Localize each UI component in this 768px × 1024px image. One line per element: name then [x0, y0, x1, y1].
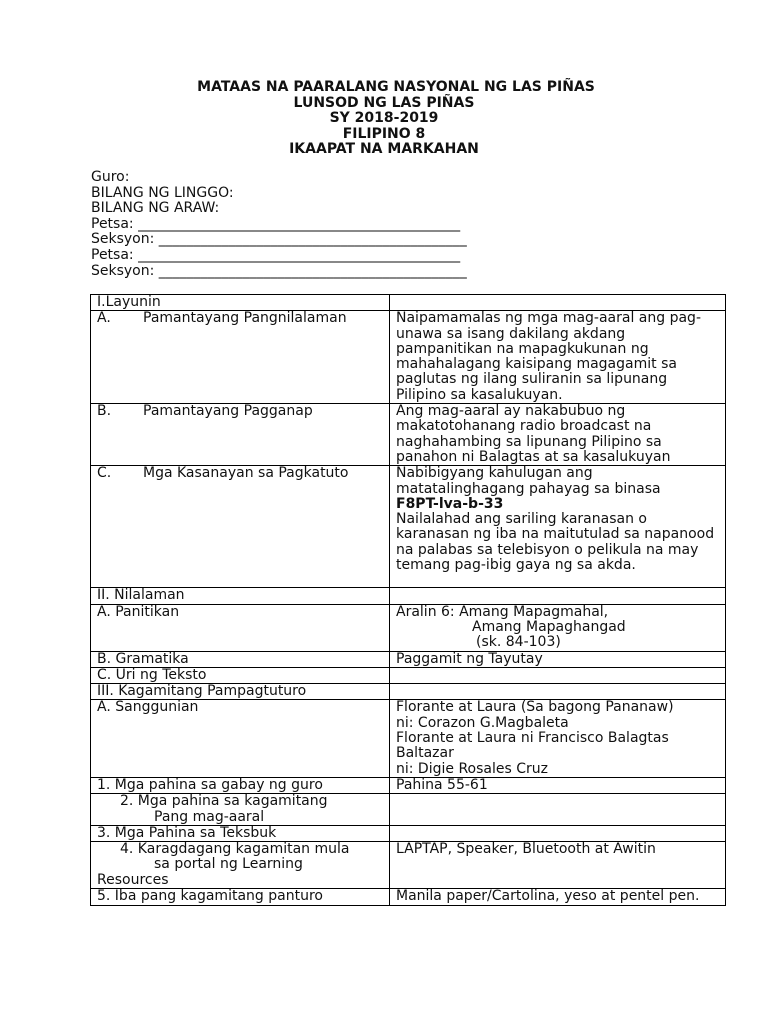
table-row	[91, 667, 726, 683]
competency-code: F8PT-lva-b-33	[396, 495, 504, 512]
table-row	[91, 588, 726, 604]
araw-label: BILANG NG ARAW:	[91, 200, 220, 217]
row-value: Pahina 55-61	[390, 777, 726, 793]
row-label: B. Gramatika	[91, 651, 390, 667]
row-value: LAPTAP, Speaker, Bluetooth at Awitin	[390, 842, 726, 889]
guro-label: Guro:	[91, 169, 130, 185]
row-label: C. Mga Kasanayan sa Pagkatuto	[91, 466, 390, 588]
row-label: A. Pamantayang Pangnilalaman	[91, 311, 390, 404]
section-heading: I.Layunin	[91, 295, 390, 311]
petsa-field: Petsa: ______________________________________________	[91, 215, 461, 232]
row-label: B. Pamantayang Pagganap	[91, 404, 390, 466]
row-value: Nabibigyang kahulugan ang matatalinghagang pahayag sa binasa F8PT-lva-b-33 Nailalahad ang sariling karanasan o karanasan ng iba na maitutulad sa napanood na palabas sa telebisyon o pelikula na may temang pag-ibig gaya ng sa akda.	[390, 466, 726, 588]
school-name: MATAAS NA PAARALANG NASYONAL NG LAS PIÑAS	[197, 79, 595, 95]
empty-cell	[390, 825, 726, 841]
empty-cell	[390, 684, 726, 700]
row-label: 5. Iba pang kagamitang panturo	[91, 888, 390, 905]
table-row	[91, 700, 726, 777]
seksyon-field: Seksyon: ____________________________________________	[91, 231, 467, 248]
row-value: Naipamamalas ng mga mag-aaral ang pag-unawa sa isang dakilang akdang pampanitikan na mapagkukunan ng mahahalagang kaisipang magagamit sa paglutas ng ilang suliranin sa lipunang Pilipino sa kasalukuyan.	[390, 311, 726, 404]
linggo-label: BILANG NG LINGGO:	[91, 184, 234, 201]
section-heading: III. Kagamitang Pampagtuturo	[91, 684, 390, 700]
row-label: A. Sanggunian	[91, 700, 390, 777]
table-row	[91, 888, 726, 905]
empty-cell	[390, 295, 726, 311]
row-label: 1. Mga pahina sa gabay ng guro	[91, 777, 390, 793]
table-row	[91, 794, 726, 826]
row-label: A. Panitikan	[91, 604, 390, 651]
table-row	[91, 842, 726, 889]
subject: FILIPINO 8	[342, 125, 426, 142]
row-label: 4. Karagdagang kagamitan mula sa portal ng Learning Resources	[91, 842, 390, 889]
table-row	[91, 604, 726, 651]
table-row	[91, 777, 726, 793]
row-value: Paggamit ng Tayutay	[390, 651, 726, 667]
table-row	[91, 311, 726, 404]
table-row	[91, 684, 726, 700]
row-value: Aralin 6: Amang Mapagmahal, Amang Mapaghangad (sk. 84-103)	[390, 604, 726, 651]
info-block	[91, 170, 467, 279]
row-value: Ang mag-aaral ay nakabubuo ng makatotohanang radio broadcast na naghahambing sa lipunang Pilipino sa panahon ni Balagtas at sa kasalukuyan	[390, 404, 726, 466]
empty-cell	[390, 667, 726, 683]
quarter: IKAAPAT NA MARKAHAN	[289, 141, 479, 157]
table-row	[91, 466, 726, 588]
row-label: C. Uri ng Teksto	[91, 667, 390, 683]
table-row	[91, 825, 726, 841]
school-year: SY 2018-2019	[329, 110, 439, 126]
table-row	[91, 651, 726, 667]
city-name: LUNSOD NG LAS PIÑAS	[293, 94, 475, 111]
empty-cell	[390, 794, 726, 826]
empty-cell	[390, 588, 726, 604]
seksyon-field: Seksyon: ____________________________________________	[91, 262, 467, 279]
lesson-plan-table	[90, 294, 726, 906]
section-heading: II. Nilalaman	[91, 588, 390, 604]
petsa-field: Petsa: ______________________________________________	[91, 246, 461, 263]
row-label: 2. Mga pahina sa kagamitang Pang mag-aaral	[91, 794, 390, 826]
row-value: Manila paper/Cartolina, yeso at pentel pen.	[390, 888, 726, 905]
table-row	[91, 404, 726, 466]
row-label: 3. Mga Pahina sa Teksbuk	[91, 825, 390, 841]
row-value: Florante at Laura (Sa bagong Pananaw) ni: Corazon G.Magbaleta Florante at Laura ni Francisco Balagtas Baltazar ni: Digie Rosales Cruz	[390, 700, 726, 777]
document-header	[0, 80, 768, 158]
table-row	[91, 295, 726, 311]
